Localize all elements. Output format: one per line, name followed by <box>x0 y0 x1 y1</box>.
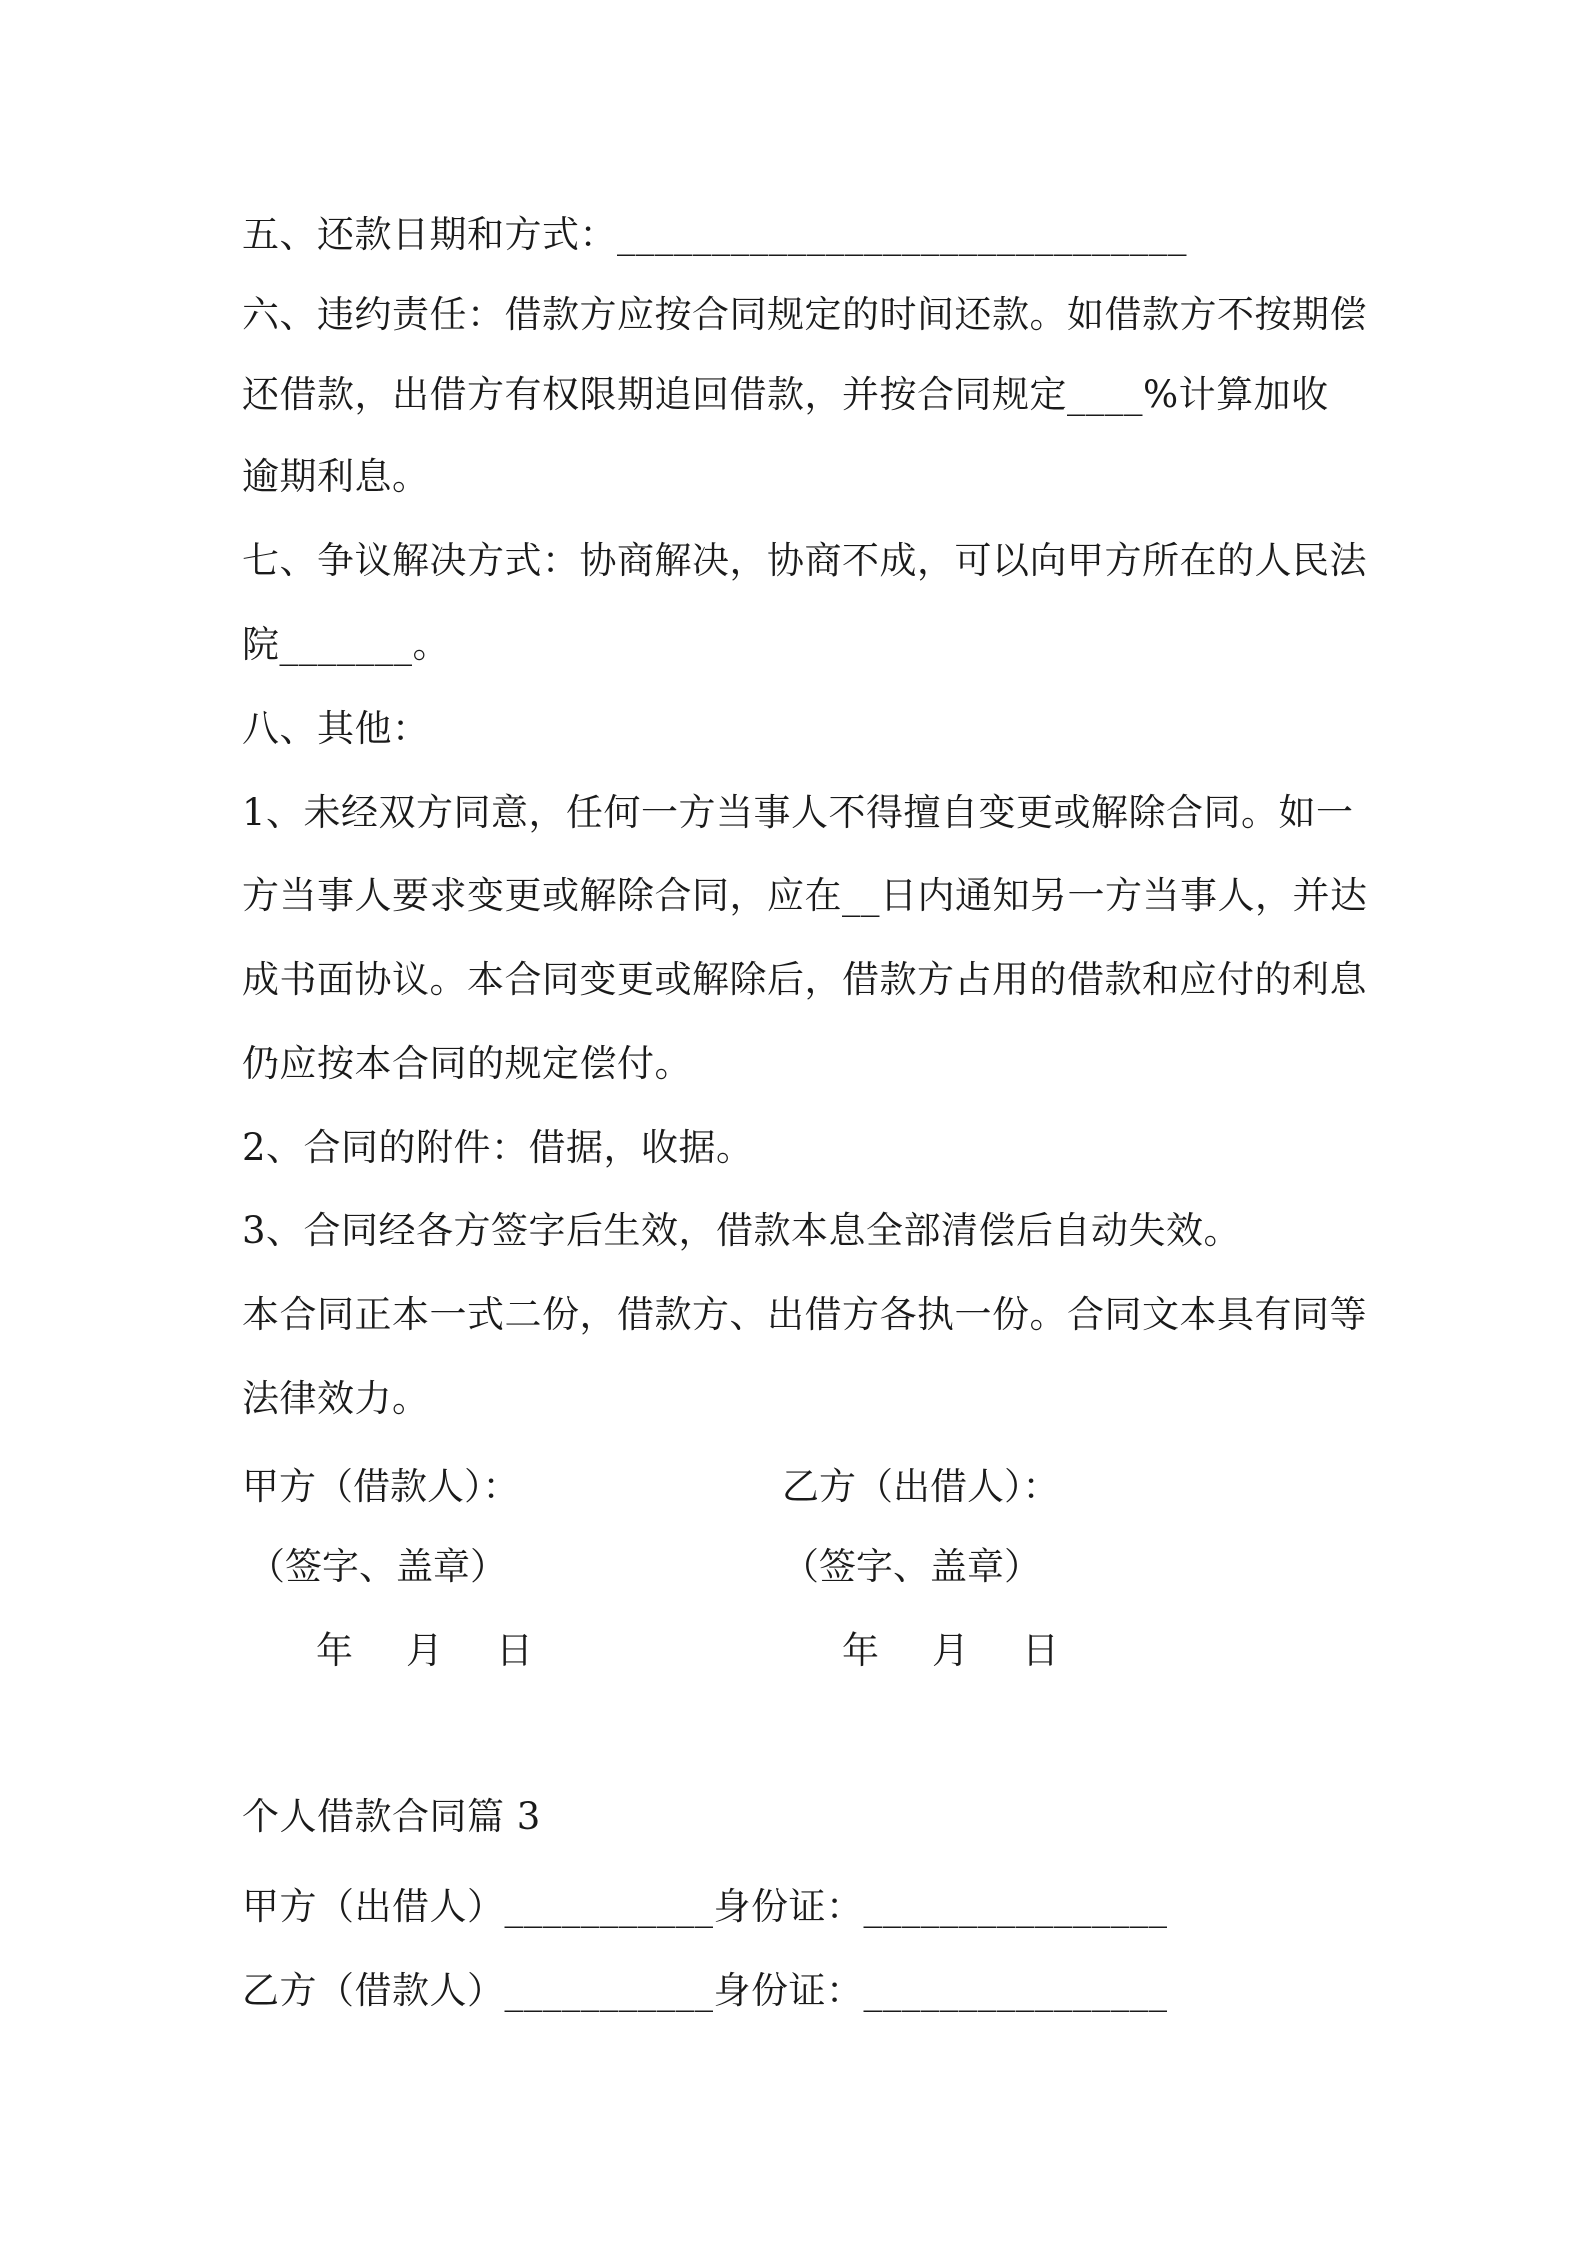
party-b-label: 乙方（出借人）： <box>782 1465 1060 1508</box>
party-b-seal: （签字、盖章） <box>782 1545 1041 1588</box>
copies-statement-line-1: 本合同正本一式二份，借款方、出借方各执一份。合同文本具有同等 <box>242 1293 1367 1336</box>
copies-statement-line-2: 法律效力。 <box>242 1377 430 1420</box>
clause-6-liability-line-2: 还借款，出借方有权限期追回借款，并按合同规定____%计算加收 <box>242 373 1329 416</box>
clause-8-item-1-line-4: 仍应按本合同的规定偿付。 <box>242 1042 692 1085</box>
party-a-label: 甲方（借款人）： <box>242 1465 520 1508</box>
party-b-date: 年 月 日 <box>842 1629 1067 1672</box>
section-3-title: 个人借款合同篇 3 <box>242 1795 541 1838</box>
clause-8-item-1-line-1: 1、未经双方同意，任何一方当事人不得擅自变更或解除合同。如一 <box>242 791 1354 834</box>
clause-6-liability-line-1: 六、违约责任：借款方应按合同规定的时间还款。如借款方不按期偿 <box>242 293 1367 336</box>
clause-7-dispute-line-1: 七、争议解决方式：协商解决，协商不成，可以向甲方所在的人民法 <box>242 539 1367 582</box>
clause-8-item-1-line-2: 方当事人要求变更或解除合同，应在__日内通知另一方当事人，并达 <box>242 874 1368 917</box>
clause-8-item-2: 2、合同的附件：借据，收据。 <box>242 1126 754 1169</box>
party-a-date: 年 月 日 <box>316 1629 541 1672</box>
party-a-seal: （签字、盖章） <box>248 1545 507 1588</box>
clause-8-other-heading: 八、其他： <box>242 707 430 750</box>
clause-8-item-3: 3、合同经各方签字后生效，借款本息全部清偿后自动失效。 <box>242 1209 1242 1252</box>
section-3-borrower-line: 乙方（借款人）___________身份证：________________ <box>242 1969 1168 2012</box>
clause-6-liability-line-3: 逾期利息。 <box>242 455 430 498</box>
section-3-lender-line: 甲方（出借人）___________身份证：________________ <box>242 1885 1168 1928</box>
clause-7-dispute-line-2: 院_______。 <box>242 623 450 666</box>
clause-5-repayment: 五、还款日期和方式：______________________________ <box>242 213 1187 256</box>
clause-8-item-1-line-3: 成书面协议。本合同变更或解除后，借款方占用的借款和应付的利息 <box>242 958 1367 1001</box>
